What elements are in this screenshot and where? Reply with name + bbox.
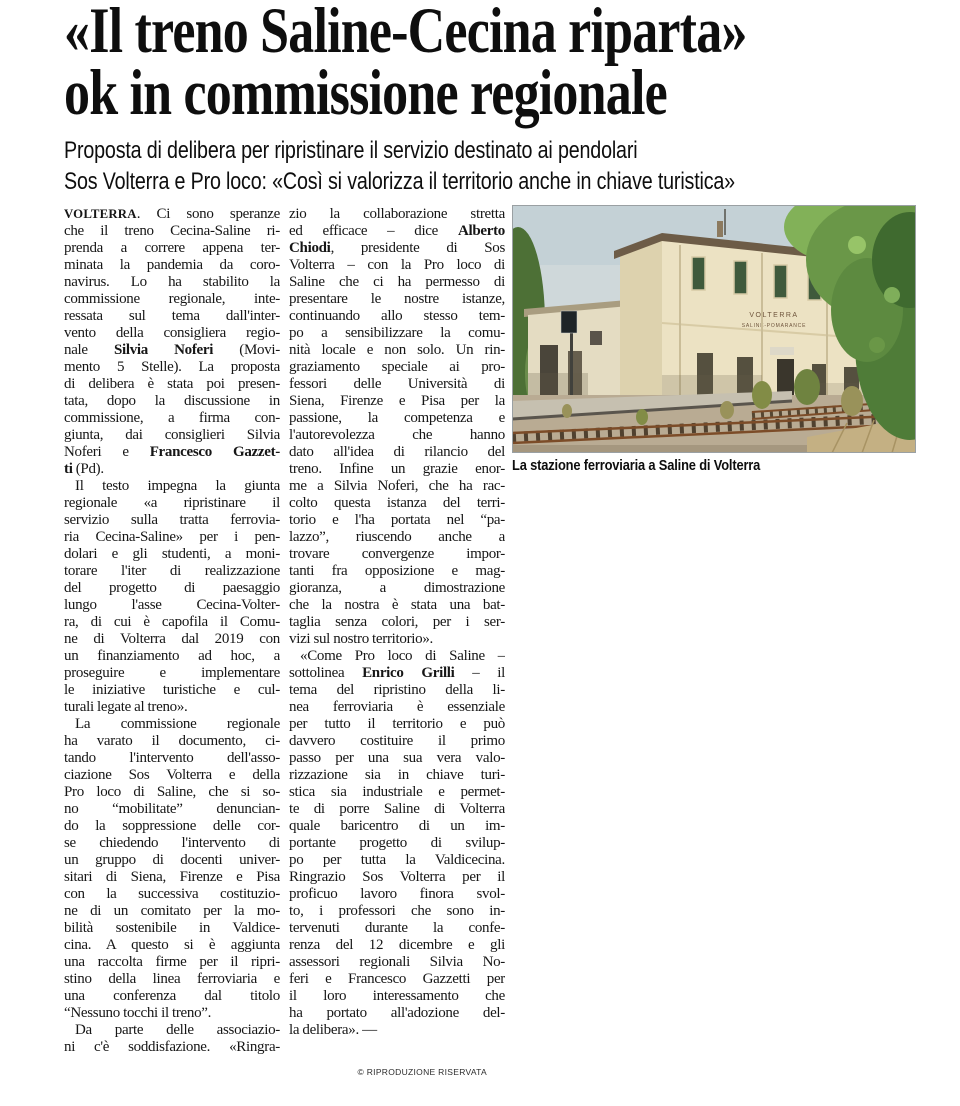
- body-line: se chiedendo l'intervento di: [64, 835, 280, 851]
- body-line: di delibera è stata poi presen-: [64, 376, 280, 392]
- body-line: bilità sostenibile in Valdice-: [64, 920, 280, 936]
- body-line: me a Silvia Noferi, che ha rac-: [289, 478, 505, 494]
- body-line: stino della linea ferroviaria e: [64, 971, 280, 987]
- copyright-notice: © RIPRODUZIONE RISERVATA: [357, 1067, 487, 1077]
- body-line: sitari di Siena, Firenze e Pisa: [64, 869, 280, 885]
- body-line: ne di un comitato per la mo-: [64, 903, 280, 919]
- body-line: portante progetto di svilup-: [289, 835, 505, 851]
- photo-caption: La stazione ferroviaria a Saline di Volterra: [512, 457, 761, 474]
- body-line: Da parte delle associazio-: [75, 1022, 280, 1038]
- body-line: gioranza, a dimostrazione: [289, 580, 505, 596]
- article-column-1: [64, 206, 280, 1056]
- dateline: VOLTERRA: [64, 207, 137, 221]
- body-line: vento della consigliera regio-: [64, 325, 280, 341]
- body-line: taglia senza colori, per i ser-: [289, 614, 505, 630]
- photo-facade-sign-line-2: SALINE-POMARANCE: [741, 323, 807, 329]
- body-line: Chiodi, presidente di Sos: [289, 240, 505, 256]
- body-line: navirus. Lo ha stabilito la: [64, 274, 280, 290]
- body-line: torare l'iter di realizzazione: [64, 563, 280, 579]
- body-line: un gruppo di docenti univer-: [64, 852, 280, 868]
- body-line: ra, di cui è capofila il Comu-: [64, 614, 280, 630]
- body-line: ciazione Sos Volterra e della: [64, 767, 280, 783]
- body-line: ria Cecina-Saline» per i pen-: [64, 529, 280, 545]
- body-line: treno. Infine un grazie enor-: [289, 461, 505, 477]
- body-line: fessori delle Università di: [289, 376, 505, 392]
- body-line: proficuo lavoro finora svol-: [289, 886, 505, 902]
- body-line: turali legate al treno».: [64, 699, 188, 715]
- body-line: una conferenza dal titolo: [64, 988, 280, 1004]
- body-line: l'autorevolezza che hanno: [289, 427, 505, 443]
- body-line: giunta, dai consiglieri Silvia: [64, 427, 280, 443]
- body-line: Siena, Firenze e Pisa per la: [289, 393, 505, 409]
- headline: [64, 0, 917, 129]
- body-line: vizi sul nostro territorio».: [289, 631, 434, 647]
- person-name-bold: Enrico Grilli: [362, 665, 455, 681]
- body-line: un finanziamento ad hoc, a: [64, 648, 280, 664]
- body-line: proseguire e implementare: [64, 665, 280, 681]
- body-line: mento 5 Stelle). La proposta: [64, 359, 280, 375]
- body-line: le iniziative turistiche e cul-: [64, 682, 280, 698]
- body-line: Pro loco di Saline, che si so-: [64, 784, 280, 800]
- body-line: passo per una sua vera valo-: [289, 750, 505, 766]
- body-line: una raccolta firme per il ripri-: [64, 954, 280, 970]
- body-line: del progetto di paesaggio: [64, 580, 280, 596]
- body-line: ti (Pd).: [64, 461, 104, 477]
- body-line: per tutto il territorio e può: [289, 716, 505, 732]
- body-line: po per tutta la Valdicecina.: [289, 852, 505, 868]
- body-line: commissione, a firma con-: [64, 410, 280, 426]
- body-line: ed efficace – dice Alberto: [289, 223, 505, 239]
- body-line: il loro interessamento che: [289, 988, 505, 1004]
- body-line: ni c'è soddisfazione. «Ringra-: [64, 1039, 280, 1055]
- body-line: La commissione regionale: [75, 716, 280, 732]
- body-line: graziamento speciale ai pro-: [289, 359, 505, 375]
- subheadline: [64, 135, 882, 197]
- body-line: servizio sulla tratta ferrovia-: [64, 512, 280, 528]
- body-line: tando l'intervento dell'asso-: [64, 750, 280, 766]
- body-line: commissione regionale, inte-: [64, 291, 280, 307]
- body-line: Volterra – con la Pro loco di: [289, 257, 505, 273]
- body-line: lungo l'asse Cecina-Volter-: [64, 597, 280, 613]
- body-line: dato all'idea di rilancio del: [289, 444, 505, 460]
- body-line: feri e Francesco Gazzetti per: [289, 971, 505, 987]
- body-line: che la nostra è stata una bat-: [289, 597, 505, 613]
- body-line: davvero costituire il primo: [289, 733, 505, 749]
- body-line: VOLTERRA. Ci sono speranze: [64, 206, 280, 222]
- body-line: assessori regionali Silvia No-: [289, 954, 505, 970]
- body-line: che il treno Cecina-Saline ri-: [64, 223, 280, 239]
- body-line: Noferi e Francesco Gazzet-: [64, 444, 280, 460]
- body-line: trovare convergenze impor-: [289, 546, 505, 562]
- headline-line-2: ok in commissione regionale: [64, 57, 667, 129]
- body-line: nale Silvia Noferi (Movi-: [64, 342, 280, 358]
- body-line: passione, la competenza e: [289, 410, 505, 426]
- body-line: «Come Pro loco di Saline –: [300, 648, 505, 664]
- body-line: ne di Volterra dal 2019 con: [64, 631, 280, 647]
- person-name-bold: Alberto: [457, 223, 505, 239]
- body-line: no “mobilitate” denuncian-: [64, 801, 280, 817]
- body-line: te di porre Saline di Volterra: [289, 801, 505, 817]
- body-line: Il testo impegna la giunta: [75, 478, 280, 494]
- subheadline-line-2: Sos Volterra e Pro loco: «Così si valorizza il territorio anche in chiave turistica»: [64, 168, 735, 195]
- body-line: lazzo”, riuscendo anche a: [289, 529, 505, 545]
- body-line: dolari e gli studenti, a moni-: [64, 546, 280, 562]
- article-column-2: [289, 206, 505, 1039]
- body-line: colto questa istanza del terri-: [289, 495, 505, 511]
- body-line: renza del 12 dicembre e gli: [289, 937, 505, 953]
- body-line: Ringrazio Sos Volterra per il: [289, 869, 505, 885]
- body-line: to, i professori che sono in-: [289, 903, 505, 919]
- body-line: nità locale e non solo. Un rin-: [289, 342, 505, 358]
- body-line: nea ferroviaria è essenziale: [289, 699, 505, 715]
- body-line: tanti fra opposizione e mag-: [289, 563, 505, 579]
- body-line: ha varato il documento, ci-: [64, 733, 280, 749]
- person-name-bold: Silvia Noferi: [113, 342, 214, 358]
- body-line: presentare le nostre istanze,: [289, 291, 505, 307]
- body-line: la delibera». —: [289, 1022, 377, 1038]
- body-line: Saline che ci ha permesso di: [289, 274, 505, 290]
- body-line: cina. A questo si è aggiunta: [64, 937, 280, 953]
- body-line: minata la pandemia da coro-: [64, 257, 280, 273]
- body-line: regionale «a ripristinare il: [64, 495, 280, 511]
- body-line: rizzazione sia in chiave turi-: [289, 767, 505, 783]
- person-name-bold: Francesco Gazzet-: [149, 444, 280, 460]
- person-name-bold: ti: [64, 461, 73, 477]
- body-line: continuando allo stesso tem-: [289, 308, 505, 324]
- body-line: ha portato all'adozione del-: [289, 1005, 505, 1021]
- body-line: po a sensibilizzare la comu-: [289, 325, 505, 341]
- headline-line-1: «Il treno Saline-Cecina riparta»: [64, 0, 747, 67]
- body-line: ressata sul tema dall'inter-: [64, 308, 280, 324]
- body-line: con la successiva costituzio-: [64, 886, 280, 902]
- body-line: stica sia industriale e permet-: [289, 784, 505, 800]
- person-name-bold: Chiodi: [289, 240, 331, 256]
- body-line: tervenuti durante la confe-: [289, 920, 505, 936]
- body-line: zio la collaborazione stretta: [289, 206, 505, 222]
- body-line: torio e l'ha portata nel “pa-: [289, 512, 505, 528]
- body-line: “Nessuno tocchi il treno”.: [64, 1005, 212, 1021]
- station-photo-illustration: [512, 205, 916, 453]
- photo-facade-sign-line-1: VOLTERRA: [749, 312, 799, 319]
- body-line: tata, dopo la discussione in: [64, 393, 280, 409]
- body-line: quale baricentro di un im-: [289, 818, 505, 834]
- body-line: do la soppressione delle cor-: [64, 818, 280, 834]
- subheadline-line-1: Proposta di delibera per ripristinare il servizio destinato ai pendolari: [64, 137, 638, 164]
- body-line: sottolinea Enrico Grilli – il: [289, 665, 505, 681]
- station-photo: [512, 205, 916, 453]
- body-line: tema del ripristino della li-: [289, 682, 505, 698]
- body-line: prenda a correre appena ter-: [64, 240, 280, 256]
